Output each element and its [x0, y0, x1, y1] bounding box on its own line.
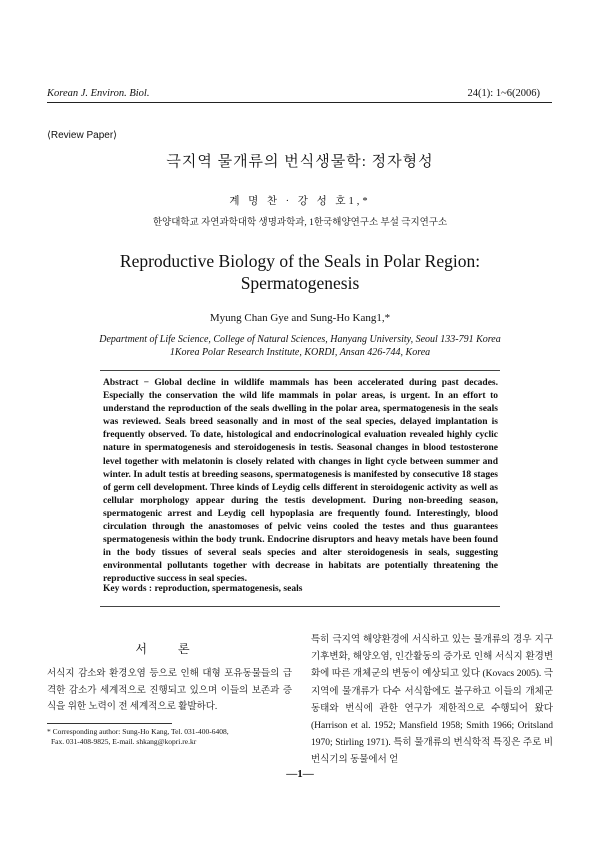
introduction-right-column: 특히 극지역 해양환경에 서식하고 있는 물개류의 경우 지구기후변화, 해양오염, 인간활동의 증가로 인해 서식지 환경변화에 따른 개체군의 변동이 예상되고 있다 (Kovacs 2005). 극지역에 물개류가 다수 서식함에도 불구하고 이들의 개체군동태와 번식에 관한 연구가 제한적으로 수행되어 왔다 (Harrison et al. 1952; Mansfield 1958; Smith 1966; Oritsland 1970; Stirling 1971). 특히 물개류의 번식학적 특징은 주로 비번식기의 동물에서 얻	[311, 635, 553, 766]
affiliation-1: Department of Life Science, College of Natural Sciences, Hanyang University, Seoul 133-791 Korea	[99, 334, 501, 345]
abstract-bottom-rule	[100, 606, 500, 607]
abstract-top-rule	[100, 370, 500, 371]
journal-name: Korean J. Environ. Biol.	[47, 88, 150, 99]
introduction-left-column: 서식지 감소와 환경오염 등으로 인해 대형 포유동물들의 급격한 감소가 세계적으로 진행되고 있으며 이들의 보존과 증식을 위한 노력이 전 세계적으로 활발하다.	[47, 669, 292, 712]
korean-title: 극지역 물개류의 번식생물학: 정자형성	[166, 154, 434, 170]
volume-info: 24(1): 1~6(2006)	[467, 88, 540, 99]
abstract: Abstract − Global decline in wildlife mammals has been accelerated during past decades. Especially the conservation the wild life mammals in polar areas, is urgent. In an effort to understand the reproduction of the seals dwelling in the polar area, spermatogenesis in the seals was reviewed. Seals breed seasonally and in most of the seal species, delayed implantation is frequently observed. To date, histological and endocrinological evaluation revealed highly cyclic nature in spermatogenesis and steroidogenesis in testis. Seasonal changes in blood testosterone level together with melatonin is closely related with changes in light cycle between summer and winter. In adult testis at breeding seasons, spermatogenesis is manifested by consecutive 18 stages of germ cell development. Three kinds of Leydig cells different in steroidogenic activity as well as cellular morphology appear during the testis development. During non-breeding season, spermatogenic arrest and Leydig cell hypoplasia are frequently found. Interestingly, blood circulation through the anastomoses of pelvic veins cooled the testes and thus guarantees spermatogenesis within the body trunk. Endocrine disruptors and heavy metals have been found in the body tissues of several seals species and alter steroidogenesis in seals, suggesting environmental pollutants together with decrease in habitats are potentially threatening the reproductive success in seal species.	[103, 378, 498, 585]
english-affiliations	[0, 333, 600, 359]
footnote-line-1: * Corresponding author: Sung-Ho Kang, Tel. 031-400-6408,	[47, 727, 229, 736]
footnote-line-2: Fax. 031-408-9825, E-mail. shkang@kopri.re.kr	[51, 737, 197, 746]
section-heading-introduction: 서 론	[135, 642, 204, 656]
keywords: Key words : reproduction, spermatogenesis, seals	[103, 584, 303, 594]
english-title: Reproductive Biology of the Seals in Polar Region: Spermatogenesis	[119, 251, 481, 293]
article-type: ⟨Review Paper⟩	[47, 130, 118, 141]
page-number: —1—	[286, 768, 314, 780]
header-rule	[47, 102, 552, 103]
korean-authors: 계 명 찬 · 강 성 호1,*	[229, 196, 371, 207]
english-authors: Myung Chan Gye and Sung-Ho Kang1,*	[209, 312, 391, 324]
corresponding-author-footnote	[47, 727, 292, 747]
footnote-rule	[47, 723, 172, 724]
korean-affiliation: 한양대학교 자연과학대학 생명과학과, 1한국해양연구소 부설 극지연구소	[152, 218, 448, 228]
affiliation-2: 1Korea Polar Research Institute, KORDI, Ansan 426-744, Korea	[169, 347, 431, 358]
